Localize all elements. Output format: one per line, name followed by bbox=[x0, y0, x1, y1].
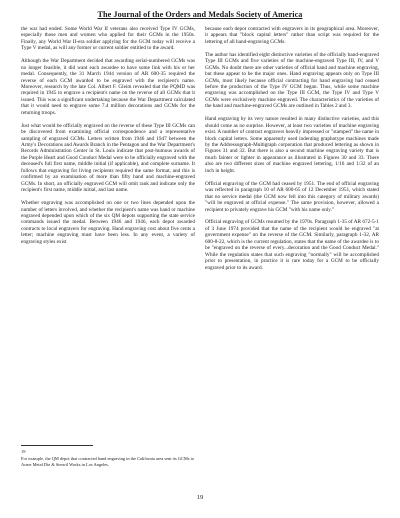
left-column bbox=[21, 26, 195, 252]
paragraph: Although the War Department decided that awarding serial-numbered GCMs was no longer feasible, it did want each awardee to have some link with his or her medal. Consequently, the 31 March 1944 version of AR 600-35 required the reverse of each GCM awarded to be engraved with the recipient's name. Moreover, research by the late Col. Albert F. Gleim revealed that the PQMD was required in 1945 to engrave a recipient's name on the reverse of all GCMs that it issued. This was a significant undertaking because the War Department calculated that it would need to engrave some 7.4 million decorations and GCMs for the returning troops. bbox=[21, 58, 195, 116]
paragraph: Just what would be officially engraved on the reverse of these Type III GCMs can be discovered from examining official correspondence and a representative sampling of engraved GCMs. Letters written from 1946 and 1947 between the Army's Decorations and Awards Branch in the Pentagon and the War Department's Records Administration Center in St. Louis indicate that post-humous awards of the Purple Heart and Good Conduct Medal were to be officially engraved with the deceased's full first name, middle initial (if applicable), and complete surname. It follows that engraving for living recipients required the same format, and this is confirmed by an examination of more than fifty hand and machine-engraved GCMs. In short, an officially engraved GCM will omit rank and indicate only the recipient's first name, middle initial, and last name. bbox=[21, 122, 195, 194]
journal-title: The Journal of the Orders and Medals Society of America bbox=[97, 10, 303, 19]
paragraph: the war had ended. Some World War II veterans also received Type IV GCMs, especially those men and women who applied for their GCMs in the 1950s. Finally, any World War II-era soldier applying for the GCM today will receive a Type V medal, as will any former or current soldier entitled to the award. bbox=[21, 26, 195, 52]
paragraph: Official engraving of GCMs resumed by the 1970s. Paragraph 1-35 of AR 672-5-1 of 3 June 1974 provided that the name of the recipient would be engraved "at government expense" on the reverse of the GCM. Similarly, paragraph 1-32, AR 600-8-22, which is the current regulation, states that the name of the awardee is to be "engraved on the reverse of every...decoration and the Good Conduct Medal." While the regulation states that such engraving "normally" will be accomplished prior to presentation, in practice it is rare today for a GCM to be officially engraved prior to its award. bbox=[205, 219, 379, 271]
footnote-number: 19 bbox=[21, 449, 26, 454]
footnotes bbox=[21, 449, 195, 469]
footnote-text: For example, the QM depot that contracted hand engraving in the California area sent its GCMs to Acme Metal Die & Stencil Works in Los Angeles. bbox=[21, 456, 195, 467]
paragraph: The author has identified eight distinctive varieties of the officially hand-engraved Type III GCMs and five varieties of the machine-engraved Type III, IV, and V GCMs. No doubt there are other varieties of official hand and machine engraving, but these appear to be the major ones. Hand engraving appears only on Type III GCMs, most likely because official contracting for hand engraving had ceased before the production of the Type IV GCM began. Thus, while some machine engraving was accomplished on the Type III GCM, the Type IV and Type V GCMs were exclusively machine engraved. The characteristics of the varieties of the hand and machine-engraved GCMs are outlined in Tables 2 and 3. bbox=[205, 51, 379, 110]
paragraph: Whether engraving was accomplished on one or two lines depended upon the number of letters involved, and whether the recipient's name was hand or machine engraved depended upon which of the six QM depots supporting the state service commands issued the medal. Between 1946 and 1946, each depot awarded contracts to local engravers for engraving. Hand engraving cost about five cents a letter; machine engraving must have been less. In any event, a variety of engraving styles exist bbox=[21, 200, 195, 245]
footnote-divider bbox=[21, 445, 93, 446]
right-column bbox=[205, 26, 379, 277]
paragraph: Hand engraving by its very nature resulted in many distinctive varieties, and this should come as no surprise. However, at least two varieties of machine engraving exist. A number of contract engravers heavily impressed or "stamped" the name in block capital letters. Some apparently used indenting graphotype machines made by the Addressograph-Multigraph corporation that produced lettering as shown in Figures 31 and 32. But there is also a second machine engraving variety that is much fainter or lighter in appearance as illustrated in Figures 30 and 33. There also are two different sizes of machine engraved lettering, 1/16 and 1/32 of an inch in height. bbox=[205, 116, 379, 174]
page-number: 19 bbox=[196, 494, 204, 501]
paragraph: Official engraving of the GCM had ceased by 1951. The end of official engraving was reflected in paragraph 10 of AR 600-65 of 12 December 1951, which stated that no service medal (the GCM now fell into this category of military awards) "will be engraved at official expense." The same provision, however, allowed a recipient to privately engrave his GCM "with his name only." bbox=[205, 180, 379, 213]
paragraph: because each depot contracted with engravers in its geographical area. Moreover, it appears that "block capital letters" rather than script was required for the lettering of all hand-engraving GCMs. bbox=[205, 26, 379, 45]
